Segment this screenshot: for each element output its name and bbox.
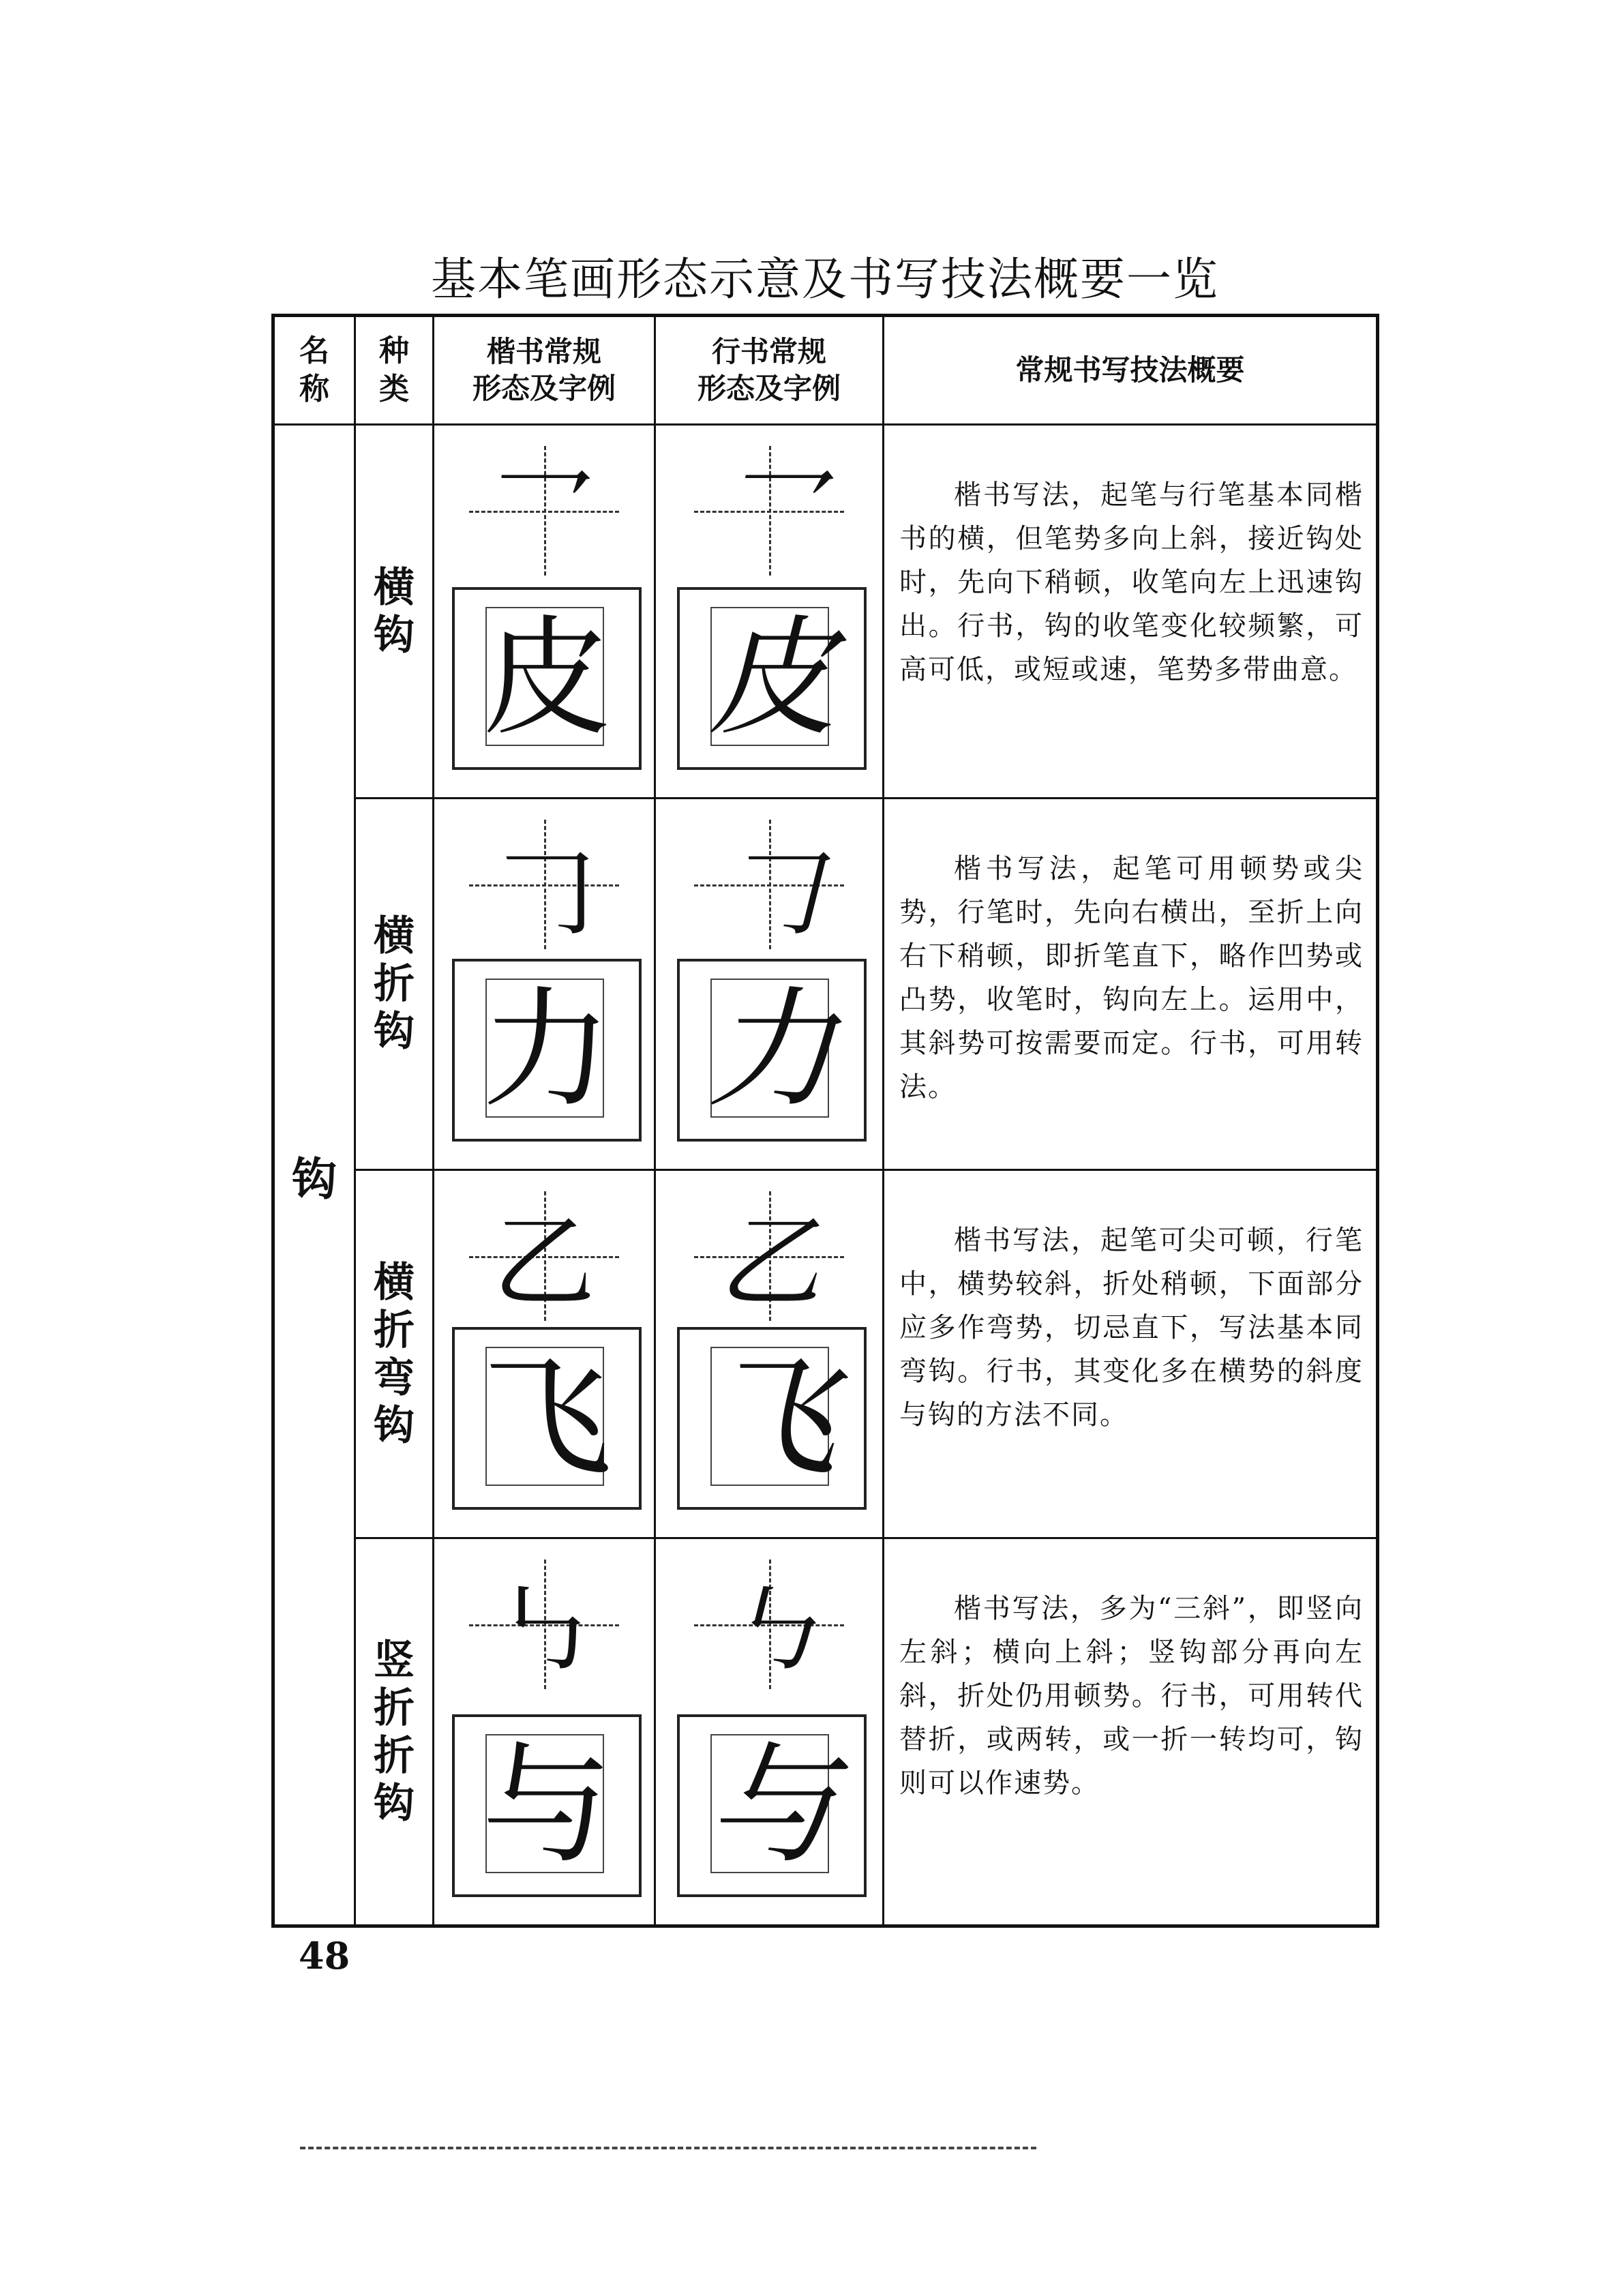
kaishu-stroke: 乙 (492, 1204, 595, 1322)
kaishu-char: 力 (481, 974, 612, 1125)
header-kaishu: 楷书常规 形态及字例 (434, 316, 655, 425)
technique-cell (884, 425, 1378, 799)
stroke-guide (469, 446, 619, 576)
char-box (452, 1327, 642, 1510)
stroke-guide (469, 1560, 619, 1689)
xingshu-stroke: 乙 (717, 1204, 820, 1322)
kind-cell: 横 折 钩 (355, 799, 434, 1170)
xingshu-char: 与 (706, 1730, 837, 1881)
table-row (273, 1538, 1378, 1926)
xingshu-char: 皮 (706, 603, 837, 754)
header-name: 名 称 (273, 316, 355, 425)
char-box (677, 1714, 867, 1897)
category-cell: 钩 (273, 425, 355, 1926)
kind-cell: 竖 折 折 钩 (355, 1538, 434, 1926)
kaishu-char: 皮 (481, 603, 612, 754)
header-kind: 种 类 (355, 316, 434, 425)
stroke-guide (694, 820, 844, 949)
kaishu-stroke: 乛 (492, 458, 595, 577)
technique-cell (884, 1170, 1378, 1538)
technique-text: 楷书写法，起笔可用顿势或尖势，行笔时，先向右横出，至折上向右下稍顿，即折笔直下，略作凹势或凸势，收笔时，钩向左上。运用中，其斜势可按需要而定。行书，可用转法。 (899, 853, 1364, 1103)
char-box (677, 1327, 867, 1510)
xingshu-stroke: 𠃌 (717, 832, 820, 951)
xingshu-example (655, 799, 884, 1170)
kaishu-example (434, 799, 655, 1170)
xingshu-example (655, 1538, 884, 1926)
xingshu-example (655, 425, 884, 799)
stroke-guide (694, 1560, 844, 1689)
char-box (452, 959, 642, 1142)
technique-text: 楷书写法，多为“三斜”，即竖向左斜；横向上斜；竖钩部分再向左斜，折处仍用顿势。行书，可用转代替折，或两转，或一折一转均可，钩则可以作速势。 (899, 1593, 1364, 1799)
header-xingshu: 行书常规 形态及字例 (655, 316, 884, 425)
stroke-table (271, 314, 1379, 1928)
technique-cell (884, 799, 1378, 1170)
xingshu-stroke: 乛 (717, 458, 820, 577)
footer-divider (300, 2147, 1036, 2149)
kaishu-stroke: ㇉ (492, 1572, 595, 1690)
char-box (677, 959, 867, 1142)
header-technique: 常规书写技法概要 (884, 316, 1378, 425)
page-title: 基本笔画形态示意及书写技法概要一览 (431, 253, 1219, 305)
kind-cell: 横 折 弯 钩 (355, 1170, 434, 1538)
kaishu-example (434, 425, 655, 799)
table-header-row (273, 316, 1378, 425)
stroke-guide (694, 1191, 844, 1321)
xingshu-char: 力 (706, 974, 837, 1125)
kaishu-example (434, 1170, 655, 1538)
table-row (273, 1170, 1378, 1538)
kaishu-char: 飞 (481, 1343, 612, 1493)
table-row (273, 799, 1378, 1170)
stroke-guide (694, 446, 844, 576)
technique-text: 楷书写法，起笔与行笔基本同楷书的横，但笔势多向上斜，接近钩处时，先向下稍顿，收笔向左上迅速钩出。行书，钩的收笔变化较频繁，可高可低，或短或速，笔势多带曲意。 (899, 479, 1364, 685)
stroke-guide (469, 820, 619, 949)
kaishu-example (434, 1538, 655, 1926)
kaishu-stroke: 𠃌 (492, 832, 595, 951)
kind-cell: 横 钩 (355, 425, 434, 799)
xingshu-example (655, 1170, 884, 1538)
xingshu-stroke: ㇉ (717, 1572, 820, 1690)
char-box (677, 587, 867, 770)
char-box (452, 1714, 642, 1897)
technique-text: 楷书写法，起笔可尖可顿，行笔中，横势较斜，折处稍顿，下面部分应多作弯势，切忌直下，写法基本同弯钩。行书，其变化多在横势的斜度与钩的方法不同。 (899, 1225, 1364, 1431)
technique-cell (884, 1538, 1378, 1926)
table-row (273, 425, 1378, 799)
kaishu-char: 与 (481, 1730, 612, 1881)
stroke-guide (469, 1191, 619, 1321)
char-box (452, 587, 642, 770)
xingshu-char: 飞 (706, 1343, 837, 1493)
page-number: 48 (299, 1934, 350, 1978)
